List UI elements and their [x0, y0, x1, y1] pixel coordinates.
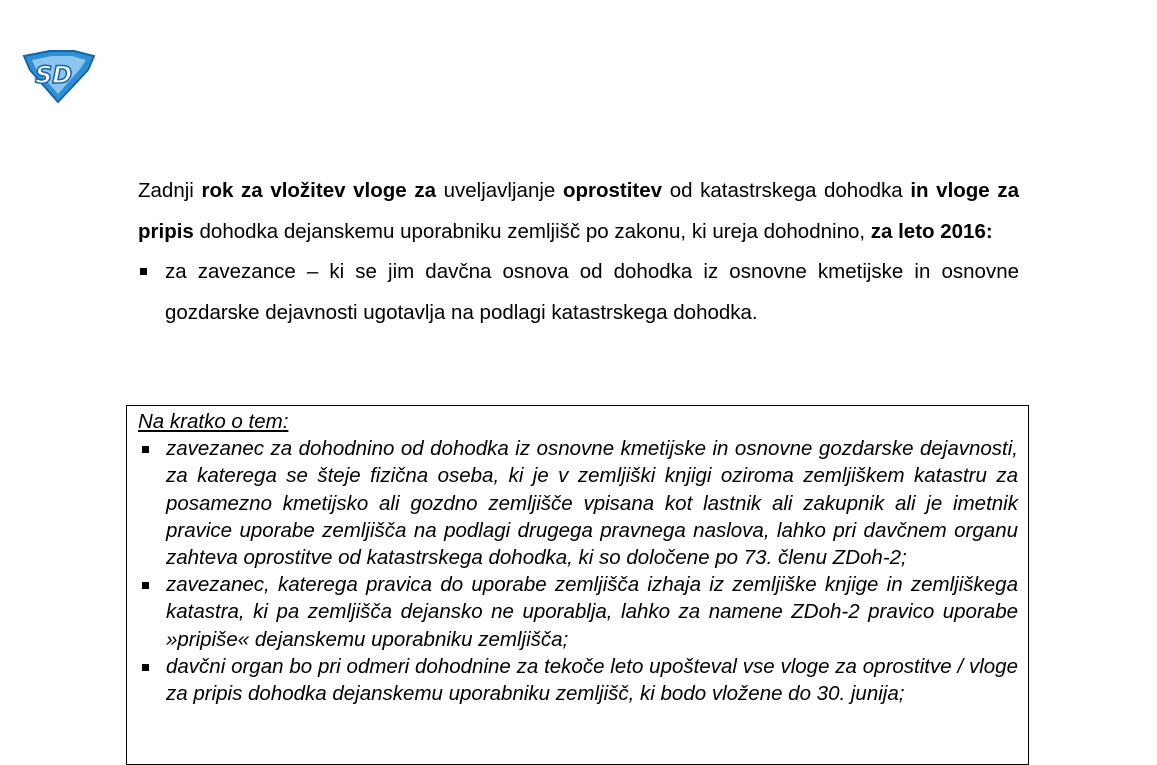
square-bullet-icon	[142, 664, 149, 671]
summary-list-item	[138, 571, 1018, 653]
intro-section	[138, 171, 1019, 333]
summary-item-text: zavezanec, katerega pravica do uporabe zemljišča izhaja iz zemljiške knjige in zemljiškega katastra, ki pa zemljišča dejansko ne uporablja, lahko za namene ZDoh-2 pravico uporabe »pripiše« dejanskemu uporabniku zemljišča;	[166, 573, 1018, 651]
intro-bullet-item	[138, 252, 1019, 333]
summary-box-title: Na kratko o tem:	[138, 410, 289, 433]
intro-text: uveljavljanje	[435, 179, 563, 202]
intro-bullet-list	[138, 252, 1019, 333]
summary-list-item	[138, 435, 1018, 571]
intro-text: Zadnji	[138, 179, 202, 202]
svg-text:SD: SD	[35, 61, 73, 89]
intro-bold-deadline: rok za vložitev vloge za	[201, 179, 436, 202]
intro-paragraph	[138, 171, 1019, 252]
square-bullet-icon	[140, 268, 147, 275]
summary-box	[126, 405, 1029, 765]
summary-item-text: davčni organ bo pri odmeri dohodnine za tekoče leto upošteval vse vloge za oprostitve / vloge za pripis dohodka dejanskemu uporabniku zemljišč, ki bodo vložene do 30. junija;	[166, 654, 1018, 706]
summary-list-item	[138, 653, 1018, 707]
intro-text: dohodka dejanskemu uporabniku zemljišč po zakonu, ki ureja dohodnino,	[193, 219, 871, 243]
intro-bold-attribution: in vloge za pripis	[138, 179, 1020, 243]
intro-text: od katastrskega dohodka	[662, 179, 911, 202]
intro-bold-exemptions: oprostitev	[562, 179, 663, 202]
summary-list	[138, 435, 1018, 707]
summary-item-text: zavezanec za dohodnino od dohodka iz osnovne kmetijske in osnovne gozdarske dejavnosti, za katerega se šteje fizična oseba, ki je v zemljiški knjigi oziroma zemljiškem katastru za posamezno kmetijsko ali gozdno zemljišče vpisana kot lastnik ali zakupnik ali je imetnik pravice uporabe zemljišča na podlagi drugega pravnega naslova, lahko pri davčnem organu zahteva oprostitve od katastrskega dohodka, ki so določene po 73. členu ZDoh-2;	[166, 437, 1018, 570]
intro-bullet-text: za zavezance – ki se jim davčna osnova od dohodka iz osnovne kmetijske in osnovne gozdarske dejavnosti ugotavlja na podlagi katastrskega dohodka.	[165, 260, 1019, 324]
sd-logo-icon	[22, 48, 96, 104]
square-bullet-icon	[142, 446, 149, 453]
square-bullet-icon	[142, 582, 149, 589]
intro-bold-year: za leto 2016:	[870, 219, 993, 243]
